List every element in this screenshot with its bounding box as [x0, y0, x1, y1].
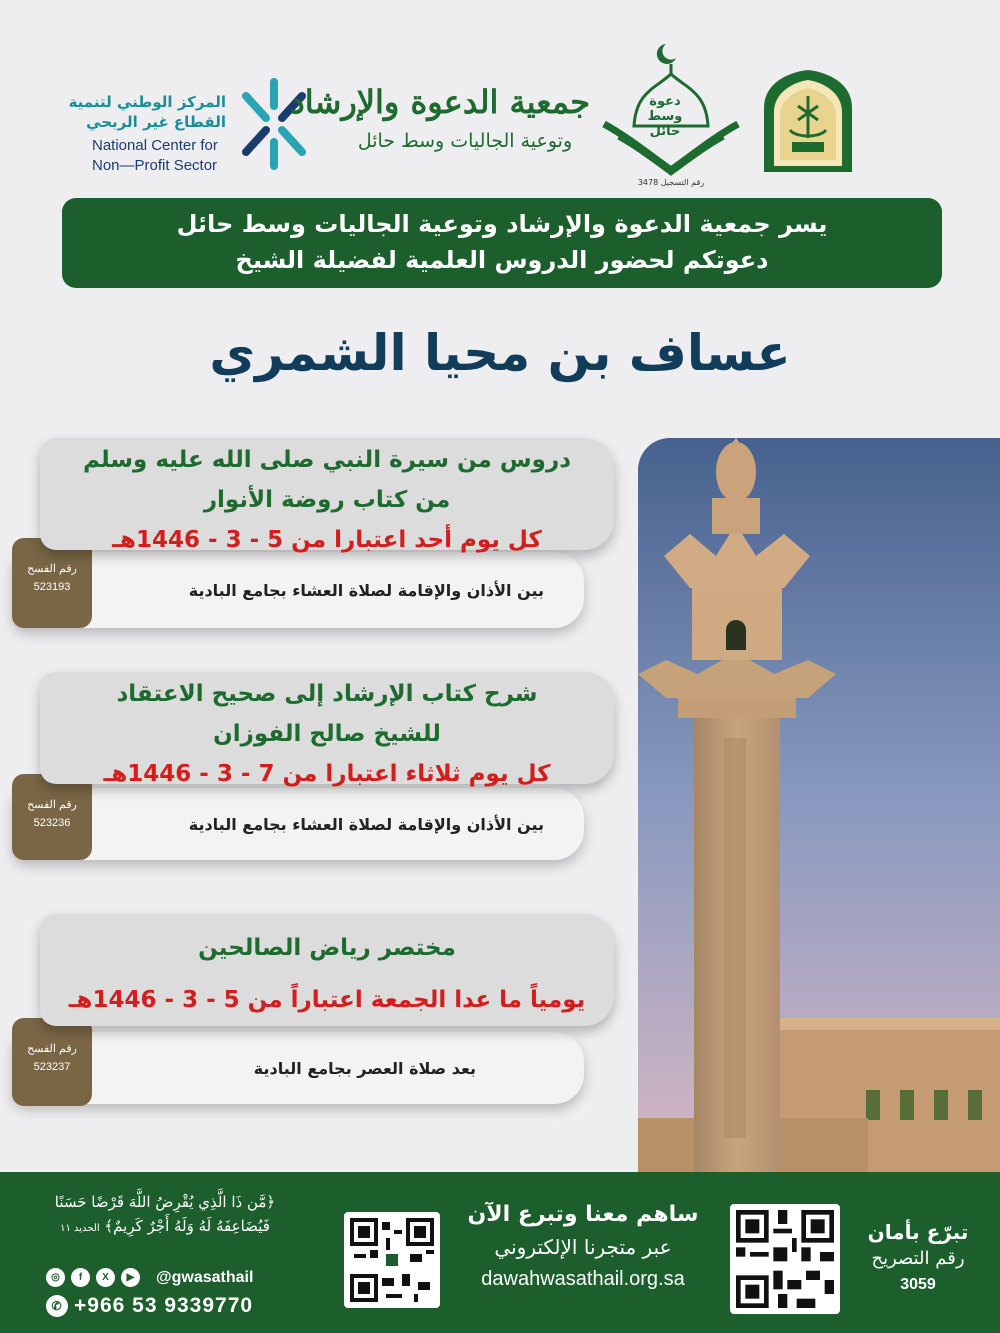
qr-code-icon	[736, 1210, 834, 1308]
lesson-2-permit-label: رقم الفسح	[27, 799, 77, 811]
lesson-3-title-card	[40, 914, 614, 1026]
ncnp-en-line2: Non—Profit Sector	[92, 157, 218, 174]
lesson-2-permit-number: 523236	[33, 817, 71, 829]
lesson-3-permit-badge	[12, 1018, 92, 1106]
invitation-line1: يسر جمعية الدعوة والإرشاد وتوعية الجاليات وسط حائل	[176, 210, 828, 238]
invitation-banner	[62, 198, 942, 288]
ncnp-arabic-name	[69, 92, 226, 132]
safe-donation-number: 3059	[900, 1276, 936, 1293]
verse-reference: الحديد ١١	[60, 1223, 100, 1234]
lesson-3-location: بعد صلاة العصر بجامع البادية	[253, 1058, 476, 1078]
safe-donation-label: رقم التصريح	[871, 1248, 965, 1269]
lesson-1-location: بين الأذان والإقامة لصلاة العشاء بجامع البادية	[188, 580, 544, 600]
verse-line1: ﴿مَّن ذَا الَّذِي يُقْرِضُ اللَّهَ قَرْضًا حَسَنًا	[54, 1193, 276, 1211]
lesson-2-title-card	[40, 672, 614, 787]
social-links	[46, 1268, 253, 1287]
lesson-3-permit-label: رقم الفسح	[27, 1043, 77, 1055]
quran-verse	[40, 1190, 290, 1241]
lesson-2-location-card	[12, 788, 584, 860]
lesson-3-location-card	[12, 1032, 584, 1104]
ncnp-english-name	[92, 136, 242, 176]
invitation-line2: دعوتكم لحضور الدروس العلمية لفضيلة الشيخ	[235, 246, 769, 274]
ncnp-logo	[68, 72, 322, 182]
donate-subtitle: عبر متجرنا الإلكتروني	[494, 1235, 672, 1259]
lesson-3-permit-number: 523237	[33, 1061, 71, 1073]
lesson-1-schedule: كل يوم أحد اعتبارا من 5 - 3 - 1446هـ	[112, 527, 542, 553]
lesson-1-location-card	[12, 552, 584, 628]
dawah-logo	[596, 40, 746, 190]
lesson-3-title: مختصر رياض الصالحين	[198, 935, 456, 961]
x-twitter-icon[interactable]: X	[96, 1268, 115, 1287]
ncnp-ar-line2: القطاع غير الربحي	[86, 113, 226, 131]
registration-number: رقم التسجيل 3478	[637, 178, 705, 187]
verse-line2: فَيُضَاعِفَهُ لَهُ وَلَهُ أَجْرٌ كَرِيمٌ﴾	[104, 1217, 270, 1235]
ncnp-en-line1: National Center for	[92, 137, 218, 154]
phone-contact[interactable]	[46, 1294, 253, 1318]
youtube-icon[interactable]: ▶	[121, 1268, 140, 1287]
lesson-2-title-line2: للشيخ صالح الفوزان	[213, 721, 441, 747]
lesson-3-schedule: يومياً ما عدا الجمعة اعتباراً من 5 - 3 - 1446هـ	[68, 987, 586, 1013]
qr-code-icon	[350, 1218, 434, 1302]
lesson-1-title-card	[40, 438, 614, 553]
dawah-line3: حائل	[649, 124, 681, 139]
dawah-line1: دعوة	[649, 94, 681, 109]
footer	[0, 1172, 1000, 1333]
lesson-1-permit-label: رقم الفسح	[27, 563, 77, 575]
safe-donation	[848, 1218, 988, 1298]
dawah-logo-text	[636, 94, 694, 139]
lesson-2-location: بين الأذان والإقامة لصلاة العشاء بجامع البادية	[188, 814, 544, 834]
donate-call	[452, 1198, 714, 1296]
facebook-icon[interactable]: f	[71, 1268, 90, 1287]
dawah-line2: وسط	[647, 109, 683, 124]
ncnp-ar-line1: المركز الوطني لتنمية	[68, 93, 226, 111]
lesson-1-title-line2: من كتاب روضة الأنوار	[203, 487, 451, 513]
association-logo	[290, 78, 590, 182]
whatsapp-icon: ✆	[46, 1295, 68, 1317]
lesson-1-permit-number: 523193	[33, 581, 71, 593]
store-qr-code[interactable]	[344, 1212, 440, 1308]
ministry-emblem-icon	[760, 68, 856, 176]
lesson-2-title-line1: شرح كتاب الإرشاد إلى صحيح الاعتقاد	[116, 681, 538, 707]
association-subtitle: وتوعية الجاليات وسط حائل	[357, 130, 573, 152]
association-title: جمعية الدعوة والإرشاد	[290, 83, 590, 121]
mosque-minaret-photo	[638, 438, 1000, 1173]
donate-url[interactable]: dawahwasathail.org.sa	[481, 1268, 685, 1290]
safe-donation-heading: تبرّع بأمان	[867, 1220, 969, 1244]
donate-heading: ساهم معنا وتبرع الآن	[467, 1202, 699, 1227]
social-handle[interactable]: @gwasathail	[156, 1268, 254, 1286]
phone-number: +966 53 9339770	[74, 1294, 254, 1317]
lesson-1-title-line1: دروس من سيرة النبي صلى الله عليه وسلم	[82, 447, 572, 473]
instagram-icon[interactable]: ◎	[46, 1268, 65, 1287]
permit-qr-code[interactable]	[730, 1204, 840, 1314]
ministry-logo	[760, 68, 856, 176]
sheikh-name: عساف بن محيا الشمري	[209, 324, 791, 382]
lesson-2-schedule: كل يوم ثلاثاء اعتبارا من 7 - 3 - 1446هـ	[103, 761, 551, 787]
